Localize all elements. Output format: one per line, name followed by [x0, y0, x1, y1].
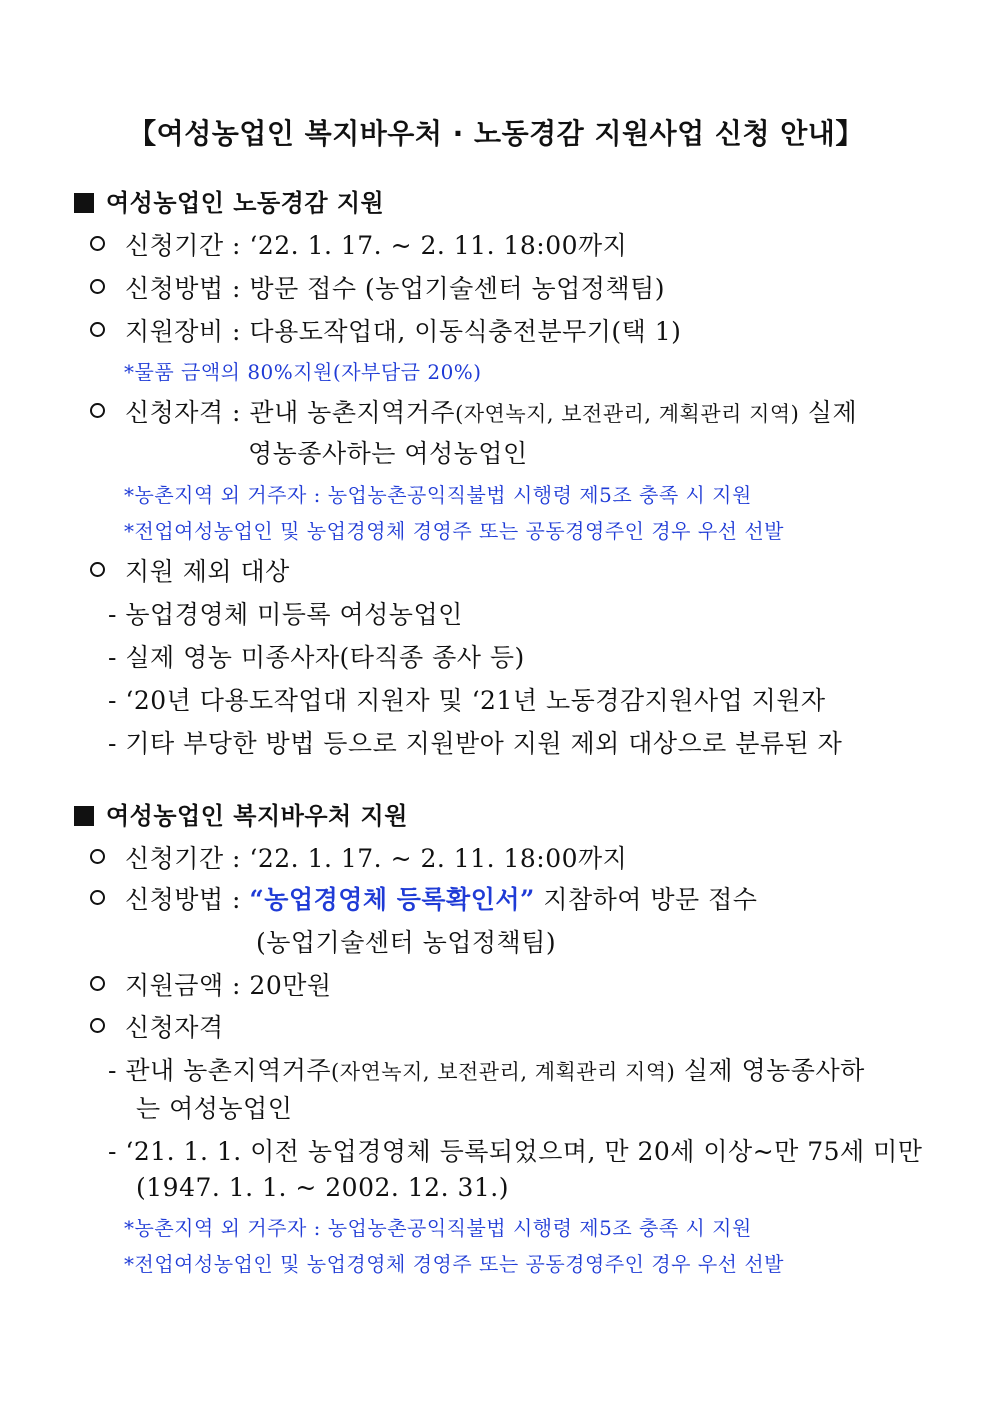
section2-qualification-item: - 관내 농촌지역거주(자연녹지, 보전관리, 계획관리 지역) 실제 영농종사하: [108, 1056, 865, 1085]
circle-bullet-icon: [90, 849, 105, 864]
circle-bullet-icon: [90, 976, 105, 991]
black-square-bullet-icon: [74, 806, 94, 826]
section1-qualification: 신청자격 : 관내 농촌지역거주(자연녹지, 보전관리, 계획관리 지역) 실제: [90, 396, 857, 431]
page-title: 【여성농업인 복지바우처 · 노동경감 지원사업 신청 안내】: [128, 117, 864, 150]
section2-period: 신청기간 : ‘22. 1. 17. ~ 2. 11. 18:00까지: [90, 842, 627, 876]
section1-exclusion-heading: 지원 제외 대상: [90, 555, 290, 589]
exclusion-item: - 농업경영체 미등록 여성농업인: [108, 600, 463, 629]
section2-heading-text: 여성농업인 복지바우처 지원: [106, 802, 408, 830]
section1-period: 신청기간 : ‘22. 1. 17. ~ 2. 11. 18:00까지: [90, 229, 627, 263]
section2-note1: *농촌지역 외 거주자 : 농업농촌공익직불법 시행령 제5조 충족 시 지원: [124, 1216, 752, 1240]
section2-method-line2: (농업기술센터 농업정책팀): [256, 928, 557, 957]
black-square-bullet-icon: [74, 193, 94, 213]
exclusion-item: - 기타 부당한 방법 등으로 지원받아 지원 제외 대상으로 분류된 자: [108, 729, 843, 758]
section2-method: 신청방법 : “농업경영체 등록확인서” 지참하여 방문 접수: [90, 883, 757, 917]
exclusion-item: - ‘20년 다용도작업대 지원자 및 ‘21년 노동경감지원사업 지원자: [108, 686, 826, 715]
section2-amount: 지원금액 : 20만원: [90, 969, 332, 1003]
section2-qualification-heading: 신청자격: [90, 1011, 224, 1045]
circle-bullet-icon: [90, 322, 105, 337]
circle-bullet-icon: [90, 279, 105, 294]
section2-note2: *전업여성농업인 및 농업경영체 경영주 또는 공동경영주인 경우 우선 선발: [124, 1252, 784, 1276]
registration-certificate-highlight: “농업경영체 등록확인서”: [249, 885, 535, 914]
section2-qualification-item: - ‘21. 1. 1. 이전 농업경영체 등록되었으며, 만 20세 이상~만 75세 미만: [108, 1137, 923, 1166]
circle-bullet-icon: [90, 236, 105, 251]
circle-bullet-icon: [90, 890, 105, 905]
section1-method: 신청방법 : 방문 접수 (농업기술센터 농업정책팀): [90, 272, 665, 306]
section1-note1: *농촌지역 외 거주자 : 농업농촌공익직불법 시행령 제5조 충족 시 지원: [124, 483, 752, 507]
section2-heading: [74, 799, 408, 833]
circle-bullet-icon: [90, 562, 105, 577]
section1-heading: [74, 186, 384, 220]
section2-qualification-item-line2: 는 여성농업인: [136, 1094, 293, 1123]
exclusion-item: - 실제 영농 미종사자(타직종 종사 등): [108, 643, 525, 672]
circle-bullet-icon: [90, 403, 105, 418]
section1-equipment-note: *물품 금액의 80%지원(자부담금 20%): [124, 360, 482, 384]
section1-equipment: 지원장비 : 다용도작업대, 이동식충전분무기(택 1): [90, 315, 681, 349]
section1-qualification-line2: 영농종사하는 여성농업인: [248, 439, 528, 468]
section1-heading-text: 여성농업인 노동경감 지원: [106, 189, 385, 217]
circle-bullet-icon: [90, 1018, 105, 1033]
section1-note2: *전업여성농업인 및 농업경영체 경영주 또는 공동경영주인 경우 우선 선발: [124, 519, 784, 543]
section2-qualification-item-line2: (1947. 1. 1. ~ 2002. 12. 31.): [136, 1173, 509, 1202]
